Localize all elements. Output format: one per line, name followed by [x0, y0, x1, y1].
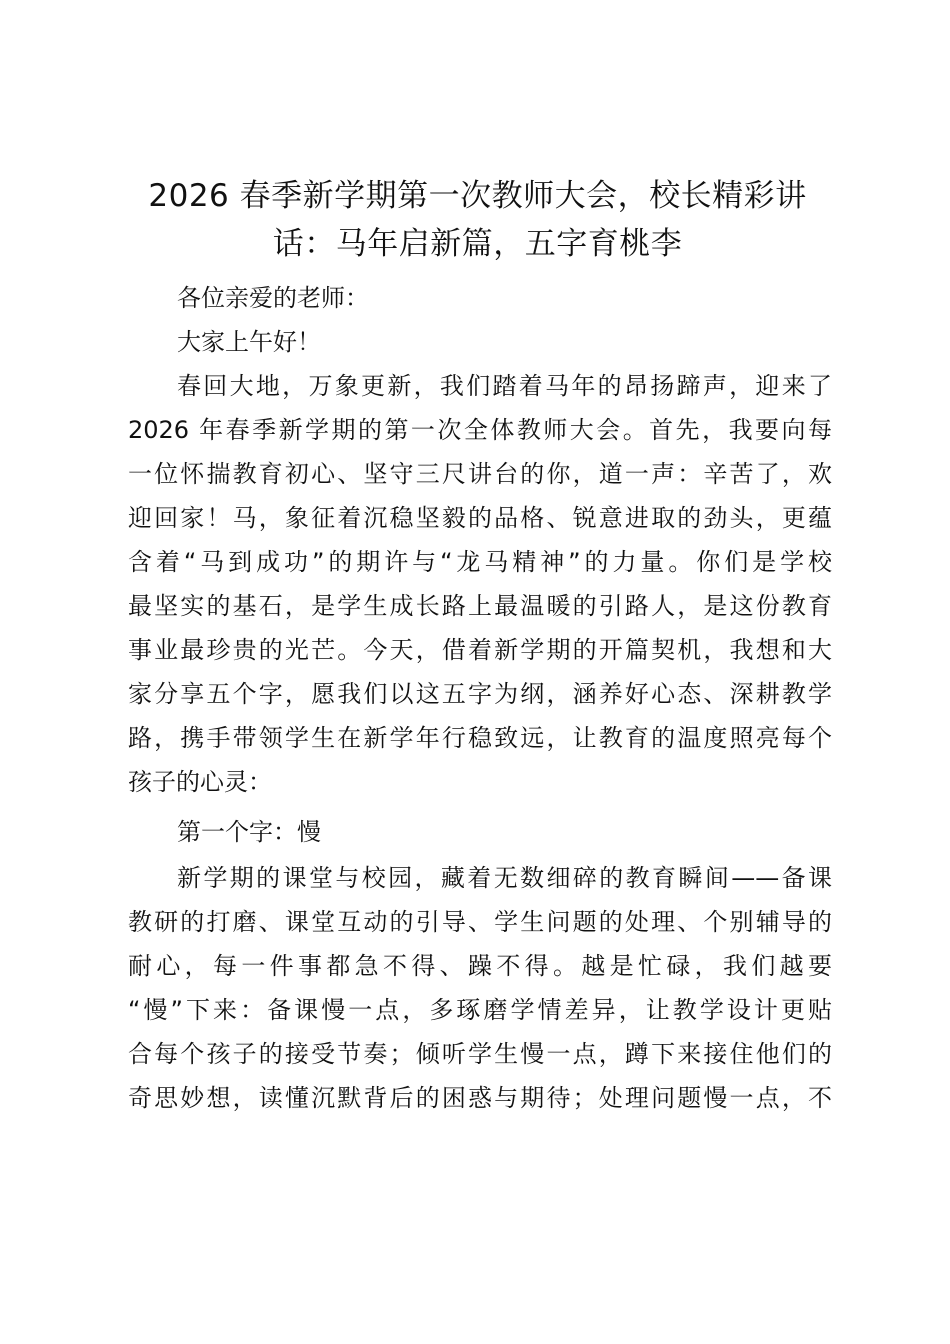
paragraph-1-line: 含着“马到成功”的期许与“龙马精神”的力量。你们是学校: [128, 548, 832, 576]
paragraph-1-line: 路，携手带领学生在新学年行稳致远，让教育的温度照亮每个: [128, 724, 832, 752]
paragraph-1-line: 2026 年春季新学期的第一次全体教师大会。首先，我要向每: [128, 416, 832, 444]
paragraph-2-line: 新学期的课堂与校园，藏着无数细碎的教育瞬间——备课: [177, 864, 832, 892]
salutation: 各位亲爱的老师：: [177, 284, 369, 312]
section-heading: 第一个字：慢: [177, 818, 321, 846]
paragraph-1-line: 春回大地，万象更新，我们踏着马年的昂扬蹄声，迎来了: [177, 372, 832, 400]
paragraph-2-line: “慢”下来：备课慢一点，多琢磨学情差异，让教学设计更贴: [128, 996, 832, 1024]
paragraph-1-line: 孩子的心灵：: [128, 768, 272, 796]
paragraph-1-line: 迎回家！马，象征着沉稳坚毅的品格、锐意进取的劲头，更蕴: [128, 504, 832, 532]
paragraph-1-line: 一位怀揣教育初心、坚守三尺讲台的你，道一声：辛苦了，欢: [128, 460, 832, 488]
greeting: 大家上午好！: [177, 328, 321, 356]
paragraph-2-line: 奇思妙想，读懂沉默背后的困惑与期待；处理问题慢一点，不: [128, 1084, 832, 1112]
paragraph-1-line: 家分享五个字，愿我们以这五字为纲，涵养好心态、深耕教学: [128, 680, 832, 708]
paragraph-2-line: 合每个孩子的接受节奏；倾听学生慢一点，蹲下来接住他们的: [128, 1040, 832, 1068]
document-title: 2026 春季新学期第一次教师大会，校长精彩讲话：马年启新篇，五字育桃李: [148, 178, 807, 262]
paragraph-2-line: 耐心，每一件事都急不得、躁不得。越是忙碌，我们越要: [128, 952, 832, 980]
paragraph-1-line: 事业最珍贵的光芒。今天，借着新学期的开篇契机，我想和大: [128, 636, 832, 664]
paragraph-1-line: 最坚实的基石，是学生成长路上最温暖的引路人，是这份教育: [128, 592, 832, 620]
paragraph-2-line: 教研的打磨、课堂互动的引导、学生问题的处理、个别辅导的: [128, 908, 832, 936]
